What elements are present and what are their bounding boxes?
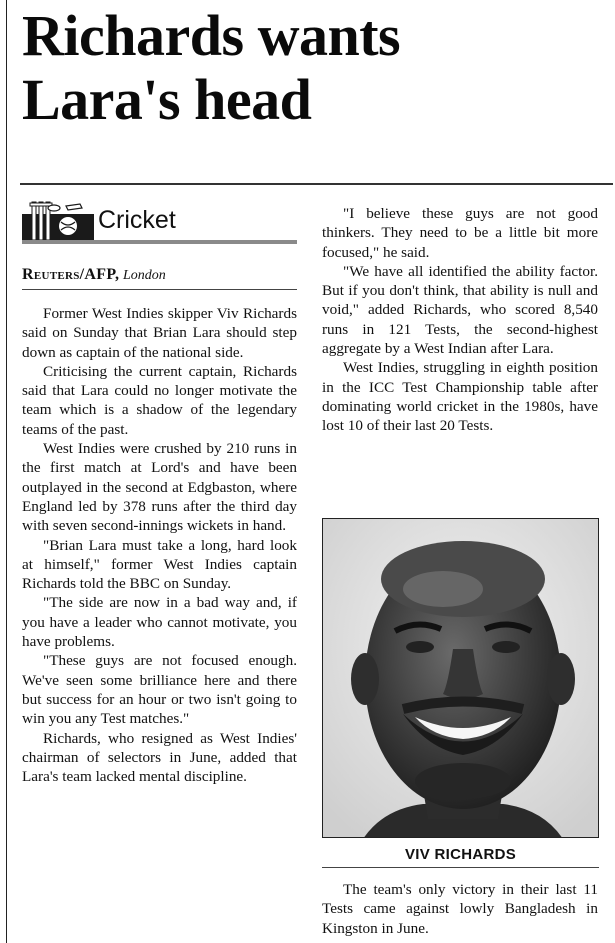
section-tag (22, 198, 297, 246)
article-column-right-bottom (322, 880, 598, 938)
portrait-image (323, 519, 599, 838)
paragraph: "The side are now in a bad way and, if you have a leader who cannot motivate, you have problems. (22, 594, 297, 651)
column-rule (6, 0, 7, 943)
caption-rule (322, 867, 599, 868)
headline (22, 4, 612, 132)
paragraph: "These guys are not focused enough. We've seen some brilliance here and there but success for an hour or two isn't going to win you any Test matches." (22, 652, 297, 728)
paragraph: "We have all identified the ability factor. But if you don't think, that ability is null and void," added Richards, who scored 8,540 runs in 121 Tests, the second-highest aggregate by a West Indian after Lara. (322, 262, 598, 358)
paragraph: Richards, who resigned as West Indies' chairman of selectors in June, added that Lara's team lacked mental discipline. (22, 729, 297, 786)
paragraph: The team's only victory in their last 11 Tests came against lowly Bangladesh in Kingston in June. (322, 881, 598, 937)
byline (22, 265, 297, 286)
section-bar (22, 240, 297, 244)
paragraph: "I believe these guys are not good thinkers. They need to be a little bit more focused," he said. (322, 205, 598, 261)
cricket-icon (22, 200, 94, 240)
section-name: Cricket (98, 206, 176, 234)
byline-agency: Reuters/AFP, (22, 266, 120, 283)
byline-rule (22, 289, 297, 290)
photo-caption: VIV RICHARDS (404, 846, 517, 863)
headline-line-1: Richards wants (22, 3, 401, 68)
paragraph: Criticising the current captain, Richards said that Lara could no longer motivate the team which is a shadow of the legendary teams of the past. (22, 362, 297, 438)
byline-city: London (123, 268, 166, 283)
paragraph: West Indies were crushed by 210 runs in the first match at Lord's and have been outplayed in the second at Edgbaston, where England led by 378 runs after the third day with seven second-innings wickets in hand. (22, 440, 297, 535)
portrait-photo (322, 518, 599, 838)
article-column-right (322, 204, 598, 436)
paragraph: Former West Indies skipper Viv Richards said on Sunday that Brian Lara should step down as captain of the national side. (22, 305, 297, 361)
paragraph: "Brian Lara must take a long, hard look at himself," former West Indies captain Richards told the BBC on Sunday. (22, 536, 297, 593)
paragraph: West Indies, struggling in eighth position in the ICC Test Championship table after dominating world cricket in the 1980s, have lost 10 of their last 20 Tests. (322, 359, 598, 435)
article-column-left (22, 304, 297, 786)
headline-line-2: Lara's head (22, 67, 312, 132)
headline-rule (20, 183, 613, 185)
